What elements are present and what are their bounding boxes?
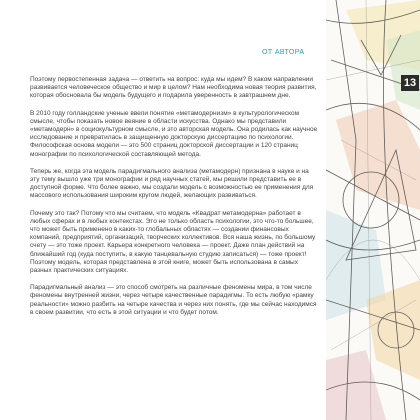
paragraph: Поэтому первостепенная задача — ответить на вопрос: куда мы идем? В каком направлении развивается человеческое общество и мир в целом? Нам необходима новая теория развития, которая обосновала бы модель будущего и подарила уверенность в завтрашнем дне. (30, 76, 317, 100)
page-number-tab: 13 (401, 75, 419, 91)
paragraph: Парадигмальный анализ — это способ смотреть на различные феномены мира, в том числе феномены внутренней жизни, через четыре качественные парадигмы. То есть любую «рамку реальности» можно разбить на четыре качества и через них понять, где мы сейчас находимся в своем развитии, что есть в этой ситуации и что будет потом. (30, 284, 317, 316)
decorative-artwork (326, 0, 420, 420)
body-text (30, 76, 320, 317)
paragraph: Теперь же, когда эта модель парадигмального анализа (метамодерн) признана в науке и на эту тему вышло уже три монографии и ряд научных статей, мы решили представить ее в доступной форме. Что более важно, мы создали модель с возможностью ее применения для массового использования широким кругом людей, желающих развиваться. (30, 167, 314, 200)
paragraph: Почему это так? Потому что мы считаем, что модель «Квадрат метамодерна» работает в любых сферах и в любых контекстах. Это не только область психологии, это что-то большее, что может быть применено в каких-то глобальных областях — создании финансовых компаний, предприятий, организаций, творческих коллективов. Вся наша жизнь, по большому счету — это тоже проект. Карьера конкретного человека — проект. Даже план действий на ближайший год (куда поступить, в какую танцевальную студию записаться) — тоже проект! Поэтому модель, которая представлена в этой книге, может быть использована в самых разных практических ситуациях. (30, 209, 316, 275)
section-label: ОТ АВТОРА (262, 49, 305, 56)
paragraph: В 2010 году голландские ученые ввели понятие «метамодернизм» в культурологическом смысле, чтобы показать новое веяние в области искусства. Однако мы представили «метамодерн» в социокультурном смысле, и это авторская модель. Она родилась как научное исследование и превратилась в защищенную докторскую диссертацию по психологии. Философская основа модели — это 500 страниц докторской диссертации и 120 страниц монографии по психологической составляющей метода. (30, 109, 318, 158)
abstract-ink-drawing (326, 0, 420, 420)
